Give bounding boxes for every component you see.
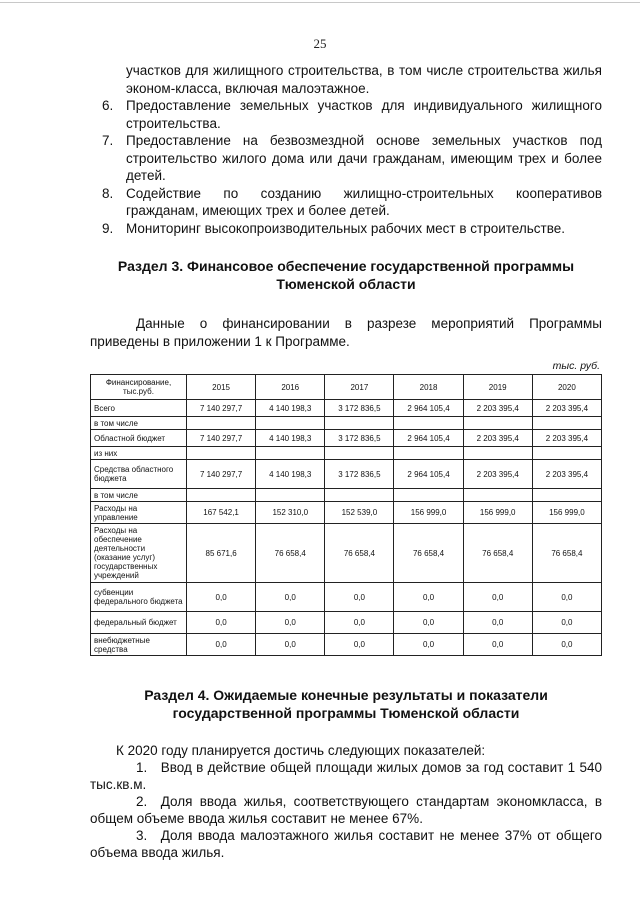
- table-cell: [187, 417, 256, 430]
- row-label: федеральный бюджет: [91, 612, 187, 634]
- list-item: 6. Предоставление земельных участков для индивидуального жилищного строительства.: [102, 98, 602, 131]
- section-3-title: Раздел 3. Финансовое обеспечение государственной программы Тюменской области: [117, 258, 575, 292]
- table-cell: 76 658,4: [394, 524, 463, 583]
- table-cell: 0,0: [532, 612, 601, 634]
- section-3-paragraph: Данные о финансировании в разрезе мероприятий Программы приведены в приложении 1 к Программе.: [90, 316, 602, 349]
- table-cell: 0,0: [256, 634, 325, 656]
- row-label: Расходы на обеспечение деятельности (оказание услуг) государственных учреждений: [91, 524, 187, 583]
- table-cell: [532, 417, 601, 430]
- indicator-item: 3. Доля ввода малоэтажного жилья составит не менее 37% от общего объема ввода жилья.: [90, 828, 602, 860]
- table-cell: 156 999,0: [463, 502, 532, 524]
- row-label: Средства областного бюджета: [91, 460, 187, 489]
- table-row: [91, 430, 602, 447]
- table-cell: 0,0: [187, 634, 256, 656]
- table-cell: 0,0: [325, 583, 394, 612]
- indicator-item: 1. Ввод в действие общей площади жилых домов за год составит 1 540 тыс.кв.м.: [90, 760, 602, 792]
- table-cell: [256, 447, 325, 460]
- row-label: Областной бюджет: [91, 430, 187, 447]
- table-cell: [463, 417, 532, 430]
- table-cell: 167 542,1: [187, 502, 256, 524]
- table-cell: 3 172 836,5: [325, 460, 394, 489]
- row-label: субвенции федерального бюджета: [91, 583, 187, 612]
- table-cell: 76 658,4: [256, 524, 325, 583]
- list-item: 9. Мониторинг высокопроизводительных рабочих мест в строительстве.: [102, 220, 565, 236]
- table-cell: 152 539,0: [325, 502, 394, 524]
- table-cell: 2 964 105,4: [394, 400, 463, 417]
- table-cell: [394, 417, 463, 430]
- table-row: [91, 502, 602, 524]
- table-header-cell: 2018: [394, 375, 463, 400]
- table-header-cell: 2019: [463, 375, 532, 400]
- financing-table: [90, 374, 602, 656]
- table-row: [91, 489, 602, 502]
- table-row: [91, 417, 602, 430]
- table-cell: 2 964 105,4: [394, 430, 463, 447]
- table-cell: 2 203 395,4: [532, 460, 601, 489]
- table-row: [91, 583, 602, 612]
- table-row: [91, 524, 602, 583]
- row-label: Всего: [91, 400, 187, 417]
- table-cell: 0,0: [187, 583, 256, 612]
- table-cell: [394, 447, 463, 460]
- row-label: внебюджетные средства: [91, 634, 187, 656]
- table-cell: 3 172 836,5: [325, 430, 394, 447]
- table-cell: 0,0: [394, 583, 463, 612]
- table-cell: [463, 447, 532, 460]
- table-row: [91, 612, 602, 634]
- row-label: из них: [91, 447, 187, 460]
- table-cell: 76 658,4: [532, 524, 601, 583]
- table-cell: 0,0: [325, 612, 394, 634]
- table-row: [91, 400, 602, 417]
- table-cell: 0,0: [394, 612, 463, 634]
- table-cell: [325, 489, 394, 502]
- table-cell: [256, 489, 325, 502]
- table-cell: 7 140 297,7: [187, 400, 256, 417]
- table-cell: 0,0: [256, 583, 325, 612]
- table-cell: 0,0: [187, 612, 256, 634]
- page-number: 25: [313, 36, 327, 51]
- table-cell: 2 203 395,4: [463, 430, 532, 447]
- table-cell: 4 140 198,3: [256, 460, 325, 489]
- table-cell: 0,0: [325, 634, 394, 656]
- table-row: [91, 634, 602, 656]
- table-cell: [532, 447, 601, 460]
- table-cell: 0,0: [394, 634, 463, 656]
- table-cell: 7 140 297,7: [187, 430, 256, 447]
- table-cell: 76 658,4: [463, 524, 532, 583]
- indicator-item: 2. Доля ввода жилья, соответствующего стандартам экономкласса, в общем объеме ввода жилья составит не менее 67%.: [90, 794, 602, 826]
- row-label: Расходы на управление: [91, 502, 187, 524]
- table-cell: 0,0: [463, 583, 532, 612]
- document-content: [90, 62, 602, 861]
- table-cell: 7 140 297,7: [187, 460, 256, 489]
- table-cell: 4 140 198,3: [256, 400, 325, 417]
- row-label: в том числе: [91, 417, 187, 430]
- table-cell: 2 203 395,4: [463, 400, 532, 417]
- table-cell: 76 658,4: [325, 524, 394, 583]
- list-item: 7. Предоставление на безвозмездной основе земельных участков под строительство жилого дома или дачи гражданам, имеющим трех и более детей.: [102, 133, 602, 183]
- table-cell: 85 671,6: [187, 524, 256, 583]
- table-cell: [463, 489, 532, 502]
- table-cell: 0,0: [463, 634, 532, 656]
- table-cell: [187, 447, 256, 460]
- list-item: участков для жилищного строительства, в том числе строительства жилья эконом-класса, включая малоэтажное.: [126, 63, 602, 96]
- table-row: [91, 460, 602, 489]
- table-cell: 4 140 198,3: [256, 430, 325, 447]
- table-cell: 0,0: [256, 612, 325, 634]
- table-header-cell: 2016: [256, 375, 325, 400]
- table-cell: [325, 447, 394, 460]
- table-cell: 2 203 395,4: [532, 400, 601, 417]
- table-cell: 0,0: [532, 583, 601, 612]
- table-cell: 0,0: [463, 612, 532, 634]
- table-cell: [187, 489, 256, 502]
- section-4-intro: К 2020 году планируется достичь следующих показателей:: [116, 743, 486, 758]
- table-header-row: [91, 375, 602, 400]
- table-cell: 2 203 395,4: [532, 430, 601, 447]
- table-header-cell: 2020: [532, 375, 601, 400]
- page-top-edge: [0, 2, 640, 3]
- table-cell: 3 172 836,5: [325, 400, 394, 417]
- table-cell: 156 999,0: [532, 502, 601, 524]
- table-header-cell: Финансирование, тыс.руб.: [91, 375, 187, 400]
- table-cell: [325, 417, 394, 430]
- table-row: [91, 447, 602, 460]
- table-cell: [394, 489, 463, 502]
- table-cell: 156 999,0: [394, 502, 463, 524]
- table-cell: [256, 417, 325, 430]
- table-header-cell: 2015: [187, 375, 256, 400]
- table-cell: [532, 489, 601, 502]
- measures-list: [90, 62, 602, 237]
- table-cell: 0,0: [532, 634, 601, 656]
- table-units: тыс. руб.: [552, 360, 600, 372]
- list-item: 8. Содействие по созданию жилищно-строительных кооперативов гражданам, имеющих трех и более детей.: [102, 185, 602, 218]
- table-cell: 2 964 105,4: [394, 460, 463, 489]
- section-4-title: Раздел 4. Ожидаемые конечные результаты и показатели государственной программы Тюменской области: [144, 687, 548, 721]
- table-header-cell: 2017: [325, 375, 394, 400]
- table-cell: 152 310,0: [256, 502, 325, 524]
- row-label: в том числе: [91, 489, 187, 502]
- table-cell: 2 203 395,4: [463, 460, 532, 489]
